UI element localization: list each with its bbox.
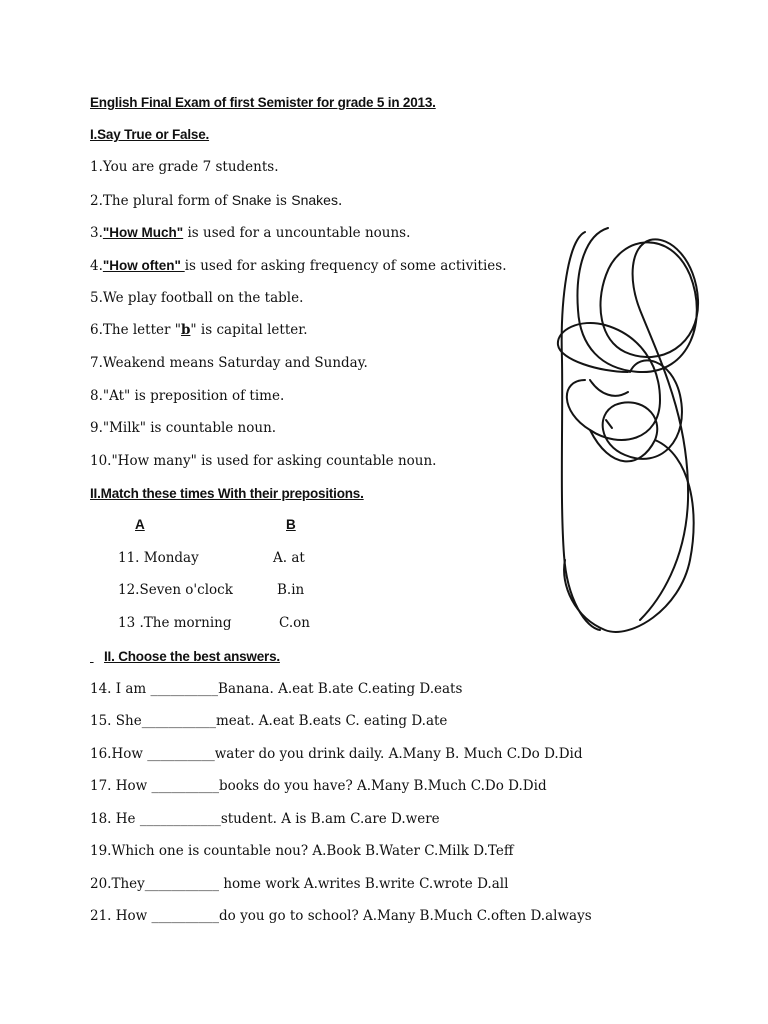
question-1: 1.You are grade 7 students. — [90, 159, 279, 175]
question-2-pre: 2.The plural form of — [90, 193, 232, 209]
question-16: 16.How __________water do you drink daily. A.Many B. Much C.Do D.Did — [90, 746, 583, 762]
question-9: 9."Milk" is countable noun. — [90, 420, 277, 436]
column-a-header: A — [135, 517, 145, 532]
question-3-term: "How Much" — [102, 225, 184, 240]
question-6-term: b — [180, 322, 191, 338]
question-15: 15. She___________meat. A.eat B.eats C. eating D.ate — [90, 713, 448, 729]
question-18: 18. He ____________student. A is B.am C.are D.were — [90, 811, 440, 827]
question-20: 20.They___________ home work A.writes B.write C.wrote D.all — [90, 876, 509, 892]
question-2-word-snakes: Snakes — [291, 192, 338, 208]
question-2-mid: is — [271, 193, 292, 209]
signature-stroke — [562, 232, 600, 630]
exam-title: English Final Exam of first Semister for grade 5 in 2013. — [90, 95, 436, 110]
section-1-heading: I.Say True or False. — [90, 127, 210, 142]
question-21: 21. How __________do you go to school? A.Many B.Much C.often D.always — [90, 908, 592, 924]
question-6-post: " is capital letter. — [190, 322, 308, 338]
column-b-header: B — [286, 517, 296, 532]
match-item-a: 11. Monday — [118, 550, 199, 566]
signature-stroke — [590, 380, 628, 396]
match-item-a: 12.Seven o'clock — [118, 582, 233, 598]
signature-stroke — [633, 239, 698, 620]
question-5: 5.We play football on the table. — [90, 290, 304, 306]
question-3-pre: 3. — [90, 225, 103, 241]
question-4-pre: 4. — [90, 258, 103, 274]
signature-stroke — [590, 360, 682, 461]
question-8: 8."At" is preposition of time. — [90, 388, 285, 404]
match-item-b: C.on — [279, 615, 310, 631]
question-3-post: is used for a uncountable nouns. — [183, 225, 411, 241]
match-item-b: A. at — [273, 550, 305, 566]
signature-stroke — [606, 420, 612, 428]
question-2-post: . — [337, 193, 343, 209]
signature-stroke — [564, 440, 694, 632]
question-10: 10."How many" is used for asking countable noun. — [90, 453, 437, 469]
question-14: 14. I am __________Banana. A.eat B.ate C.eating D.eats — [90, 681, 463, 697]
match-item-b: B.in — [277, 582, 305, 598]
question-7: 7.Weakend means Saturday and Sunday. — [90, 355, 368, 371]
match-item-a: 13 .The morning — [118, 615, 232, 631]
question-2-word-snake: Snake — [231, 192, 272, 208]
question-17: 17. How __________books do you have? A.Many B.Much C.Do D.Did — [90, 778, 547, 794]
question-19: 19.Which one is countable nou? A.Book B.Water C.Milk D.Teff — [90, 843, 514, 859]
section-3-heading: II. Choose the best answers. — [104, 649, 280, 664]
question-4-post: is used for asking frequency of some activities. — [184, 258, 507, 274]
section-2-heading: II.Match these times With their prepositions. — [90, 486, 364, 501]
question-4-term: "How often" — [102, 258, 185, 273]
question-6-pre: 6.The letter " — [90, 322, 181, 338]
